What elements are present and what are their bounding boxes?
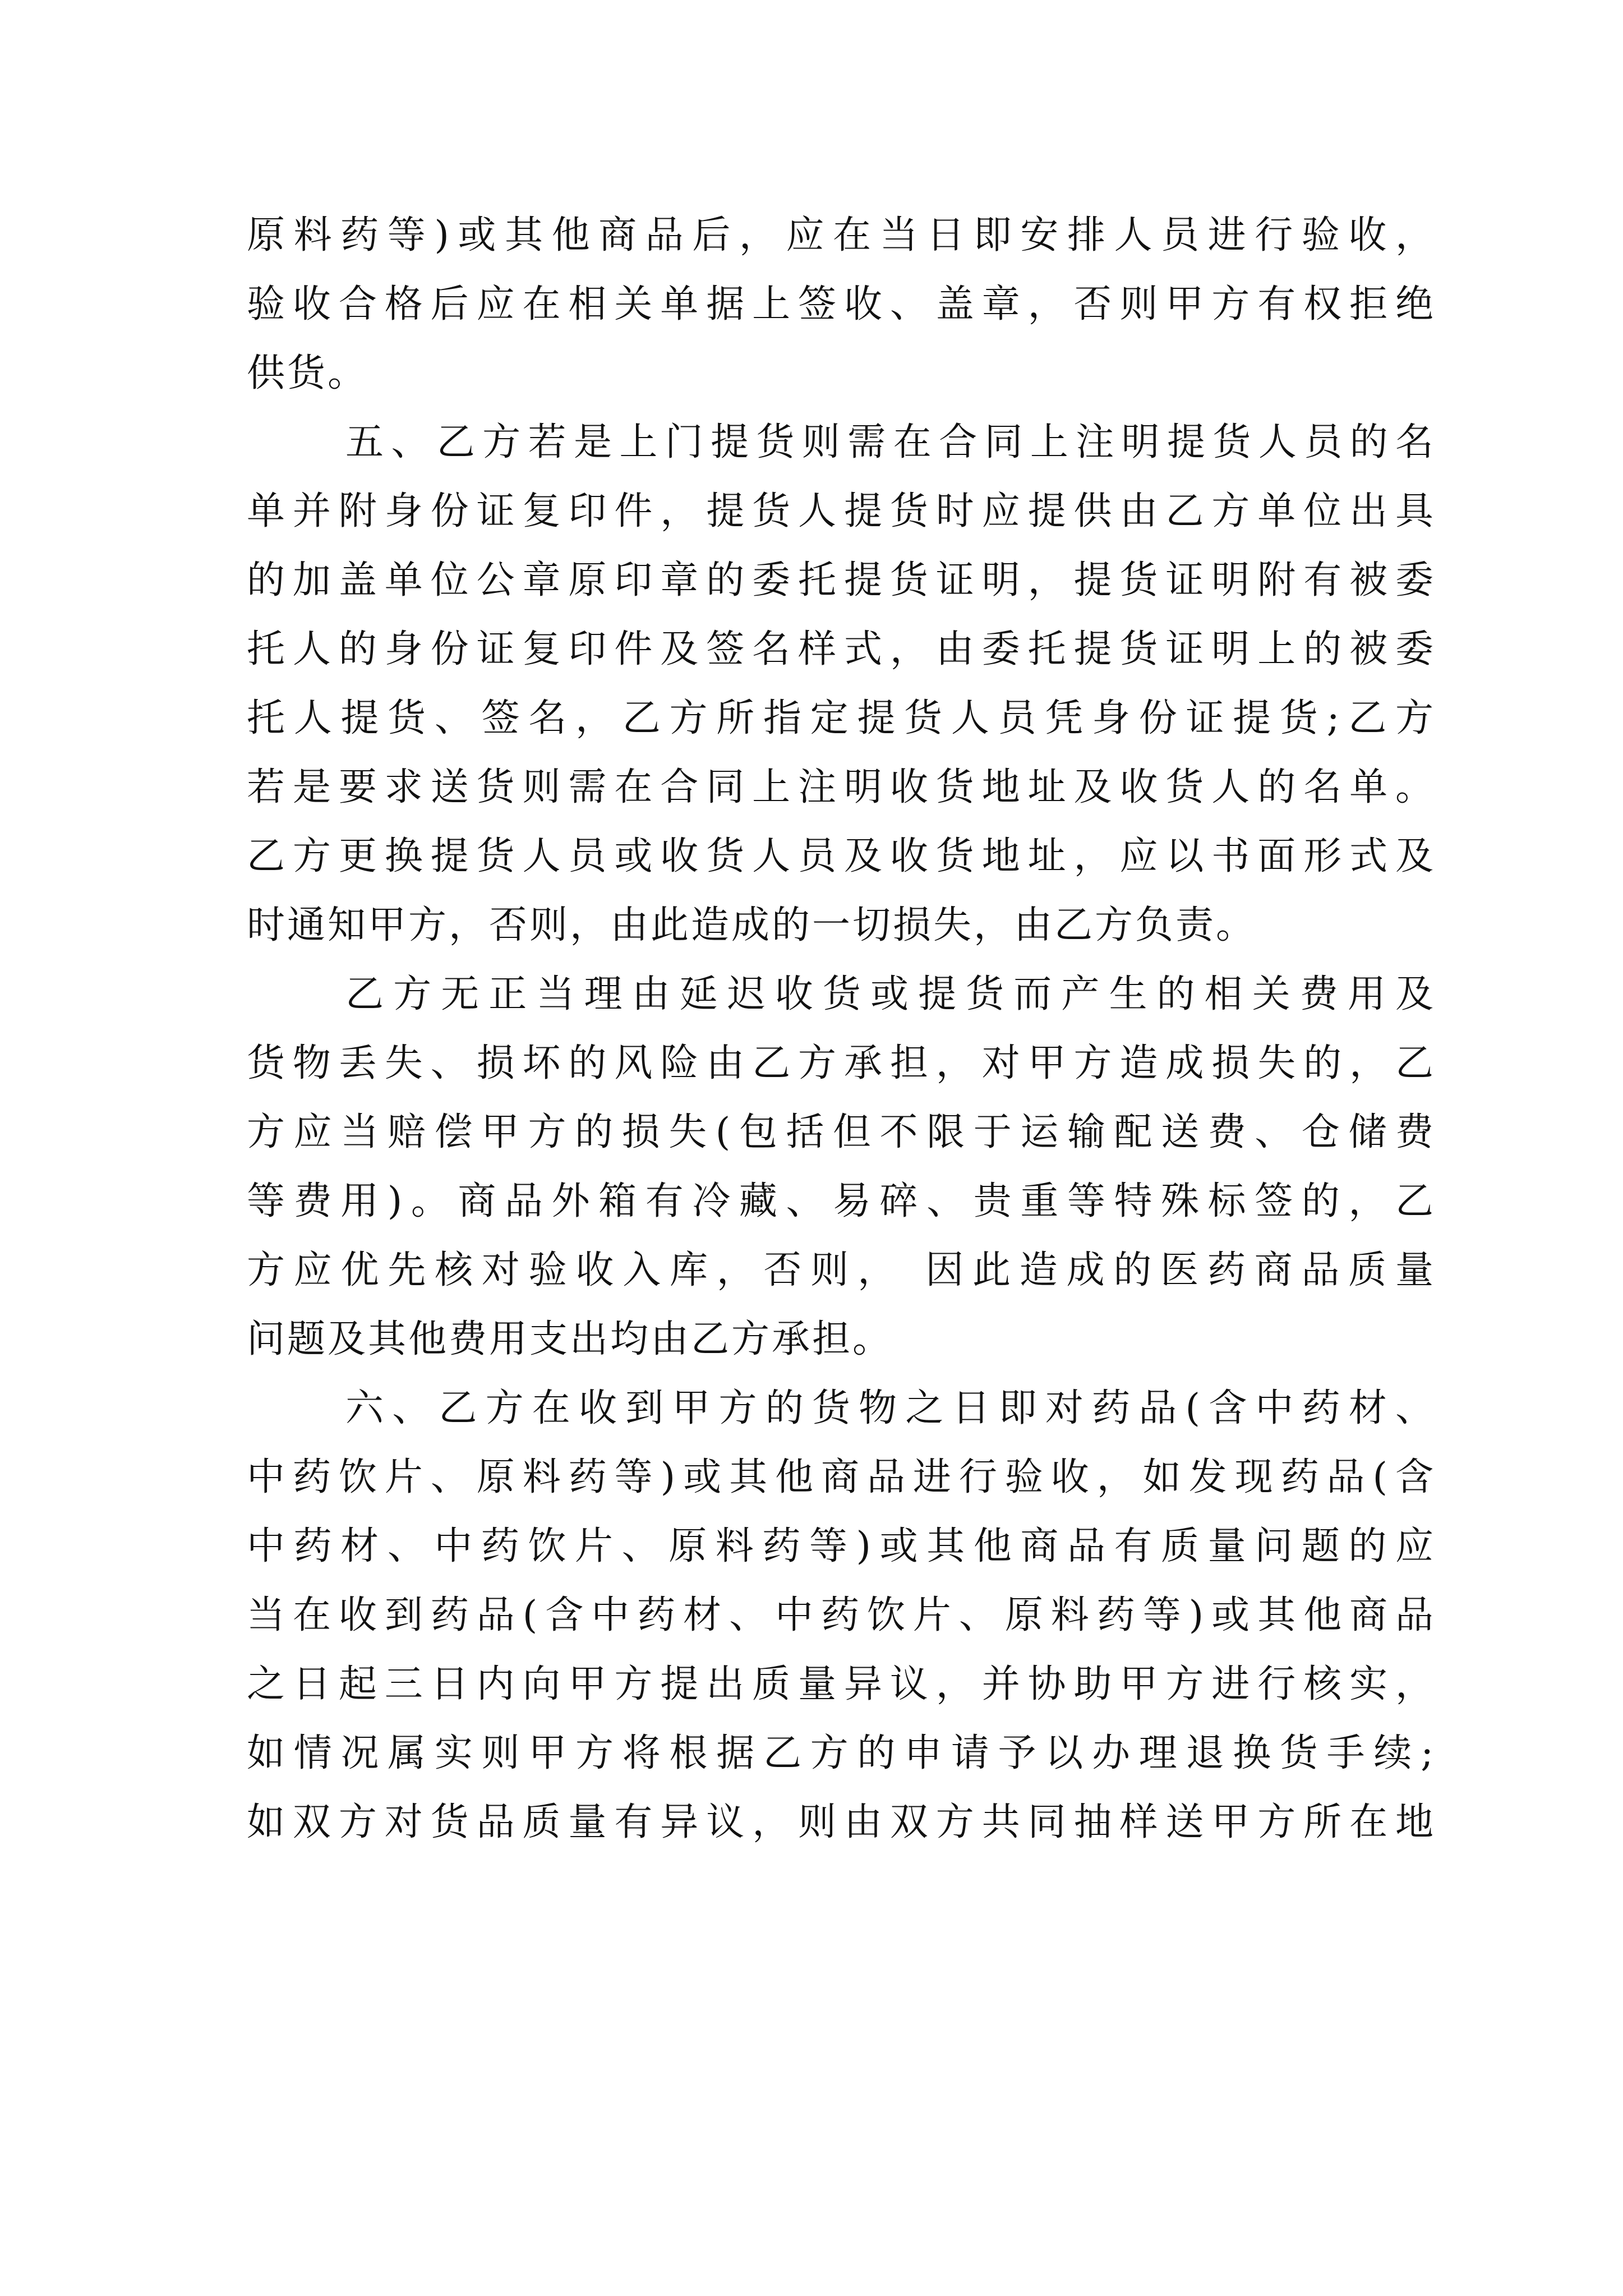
text-line: 验收合格后应在相关单据上签收、盖章，否则甲方有权拒绝 — [247, 282, 1436, 326]
paragraph-continued — [247, 201, 1436, 408]
text-line: 乙方无正当理由延迟收货或提货而产生的相关费用及 — [345, 972, 1436, 1016]
paragraph-clause-six — [247, 1374, 1436, 1857]
text-line: 等费用)。商品外箱有冷藏、易碎、贵重等特殊标签的，乙 — [247, 1179, 1436, 1223]
text-line: 六、乙方在收到甲方的货物之日即对药品(含中药材、 — [345, 1386, 1436, 1430]
text-line: 如情况属实则甲方将根据乙方的申请予以办理退换货手续; — [247, 1731, 1436, 1775]
text-line: 托人的身份证复印件及签名样式，由委托提货证明上的被委 — [247, 627, 1436, 671]
text-line: 的加盖单位公章原印章的委托提货证明，提货证明附有被委 — [247, 558, 1436, 602]
text-line: 中药材、中药饮片、原料药等)或其他商品有质量问题的应 — [247, 1524, 1436, 1568]
text-line: 托人提货、签名，乙方所指定提货人员凭身份证提货;乙方 — [247, 696, 1436, 740]
text-line: 中药饮片、原料药等)或其他商品进行验收，如发现药品(含 — [247, 1455, 1436, 1499]
text-line: 方应当赔偿甲方的损失(包括但不限于运输配送费、仓储费 — [247, 1110, 1436, 1154]
text-line: 如双方对货品质量有异议，则由双方共同抽样送甲方所在地 — [247, 1800, 1436, 1844]
text-line: 五、乙方若是上门提货则需在合同上注明提货人员的名 — [345, 420, 1436, 464]
text-line: 原料药等)或其他商品后，应在当日即安排人员进行验收， — [247, 213, 1436, 257]
text-line: 之日起三日内向甲方提出质量异议，并协助甲方进行核实， — [247, 1662, 1436, 1706]
text-line: 乙方更换提货人员或收货人员及收货地址，应以书面形式及 — [247, 834, 1436, 878]
text-line: 若是要求送货则需在合同上注明收货地址及收货人的名单。 — [247, 765, 1436, 809]
text-line: 方应优先核对验收入库，否则， 因此造成的医药商品质量 — [247, 1248, 1436, 1292]
paragraph-delay-liability — [247, 960, 1436, 1374]
text-line: 供货。 — [247, 351, 368, 395]
text-line: 货物丢失、损坏的风险由乙方承担，对甲方造成损失的，乙 — [247, 1041, 1436, 1085]
paragraph-clause-five — [247, 408, 1436, 960]
text-line: 问题及其他费用支出均由乙方承担。 — [247, 1317, 893, 1361]
text-line: 单并附身份证复印件，提货人提货时应提供由乙方单位出具 — [247, 489, 1436, 533]
text-line: 当在收到药品(含中药材、中药饮片、原料药等)或其他商品 — [247, 1593, 1436, 1637]
document-body — [247, 201, 1436, 1857]
text-line: 时通知甲方，否则，由此造成的一切损失，由乙方负责。 — [247, 903, 1257, 947]
